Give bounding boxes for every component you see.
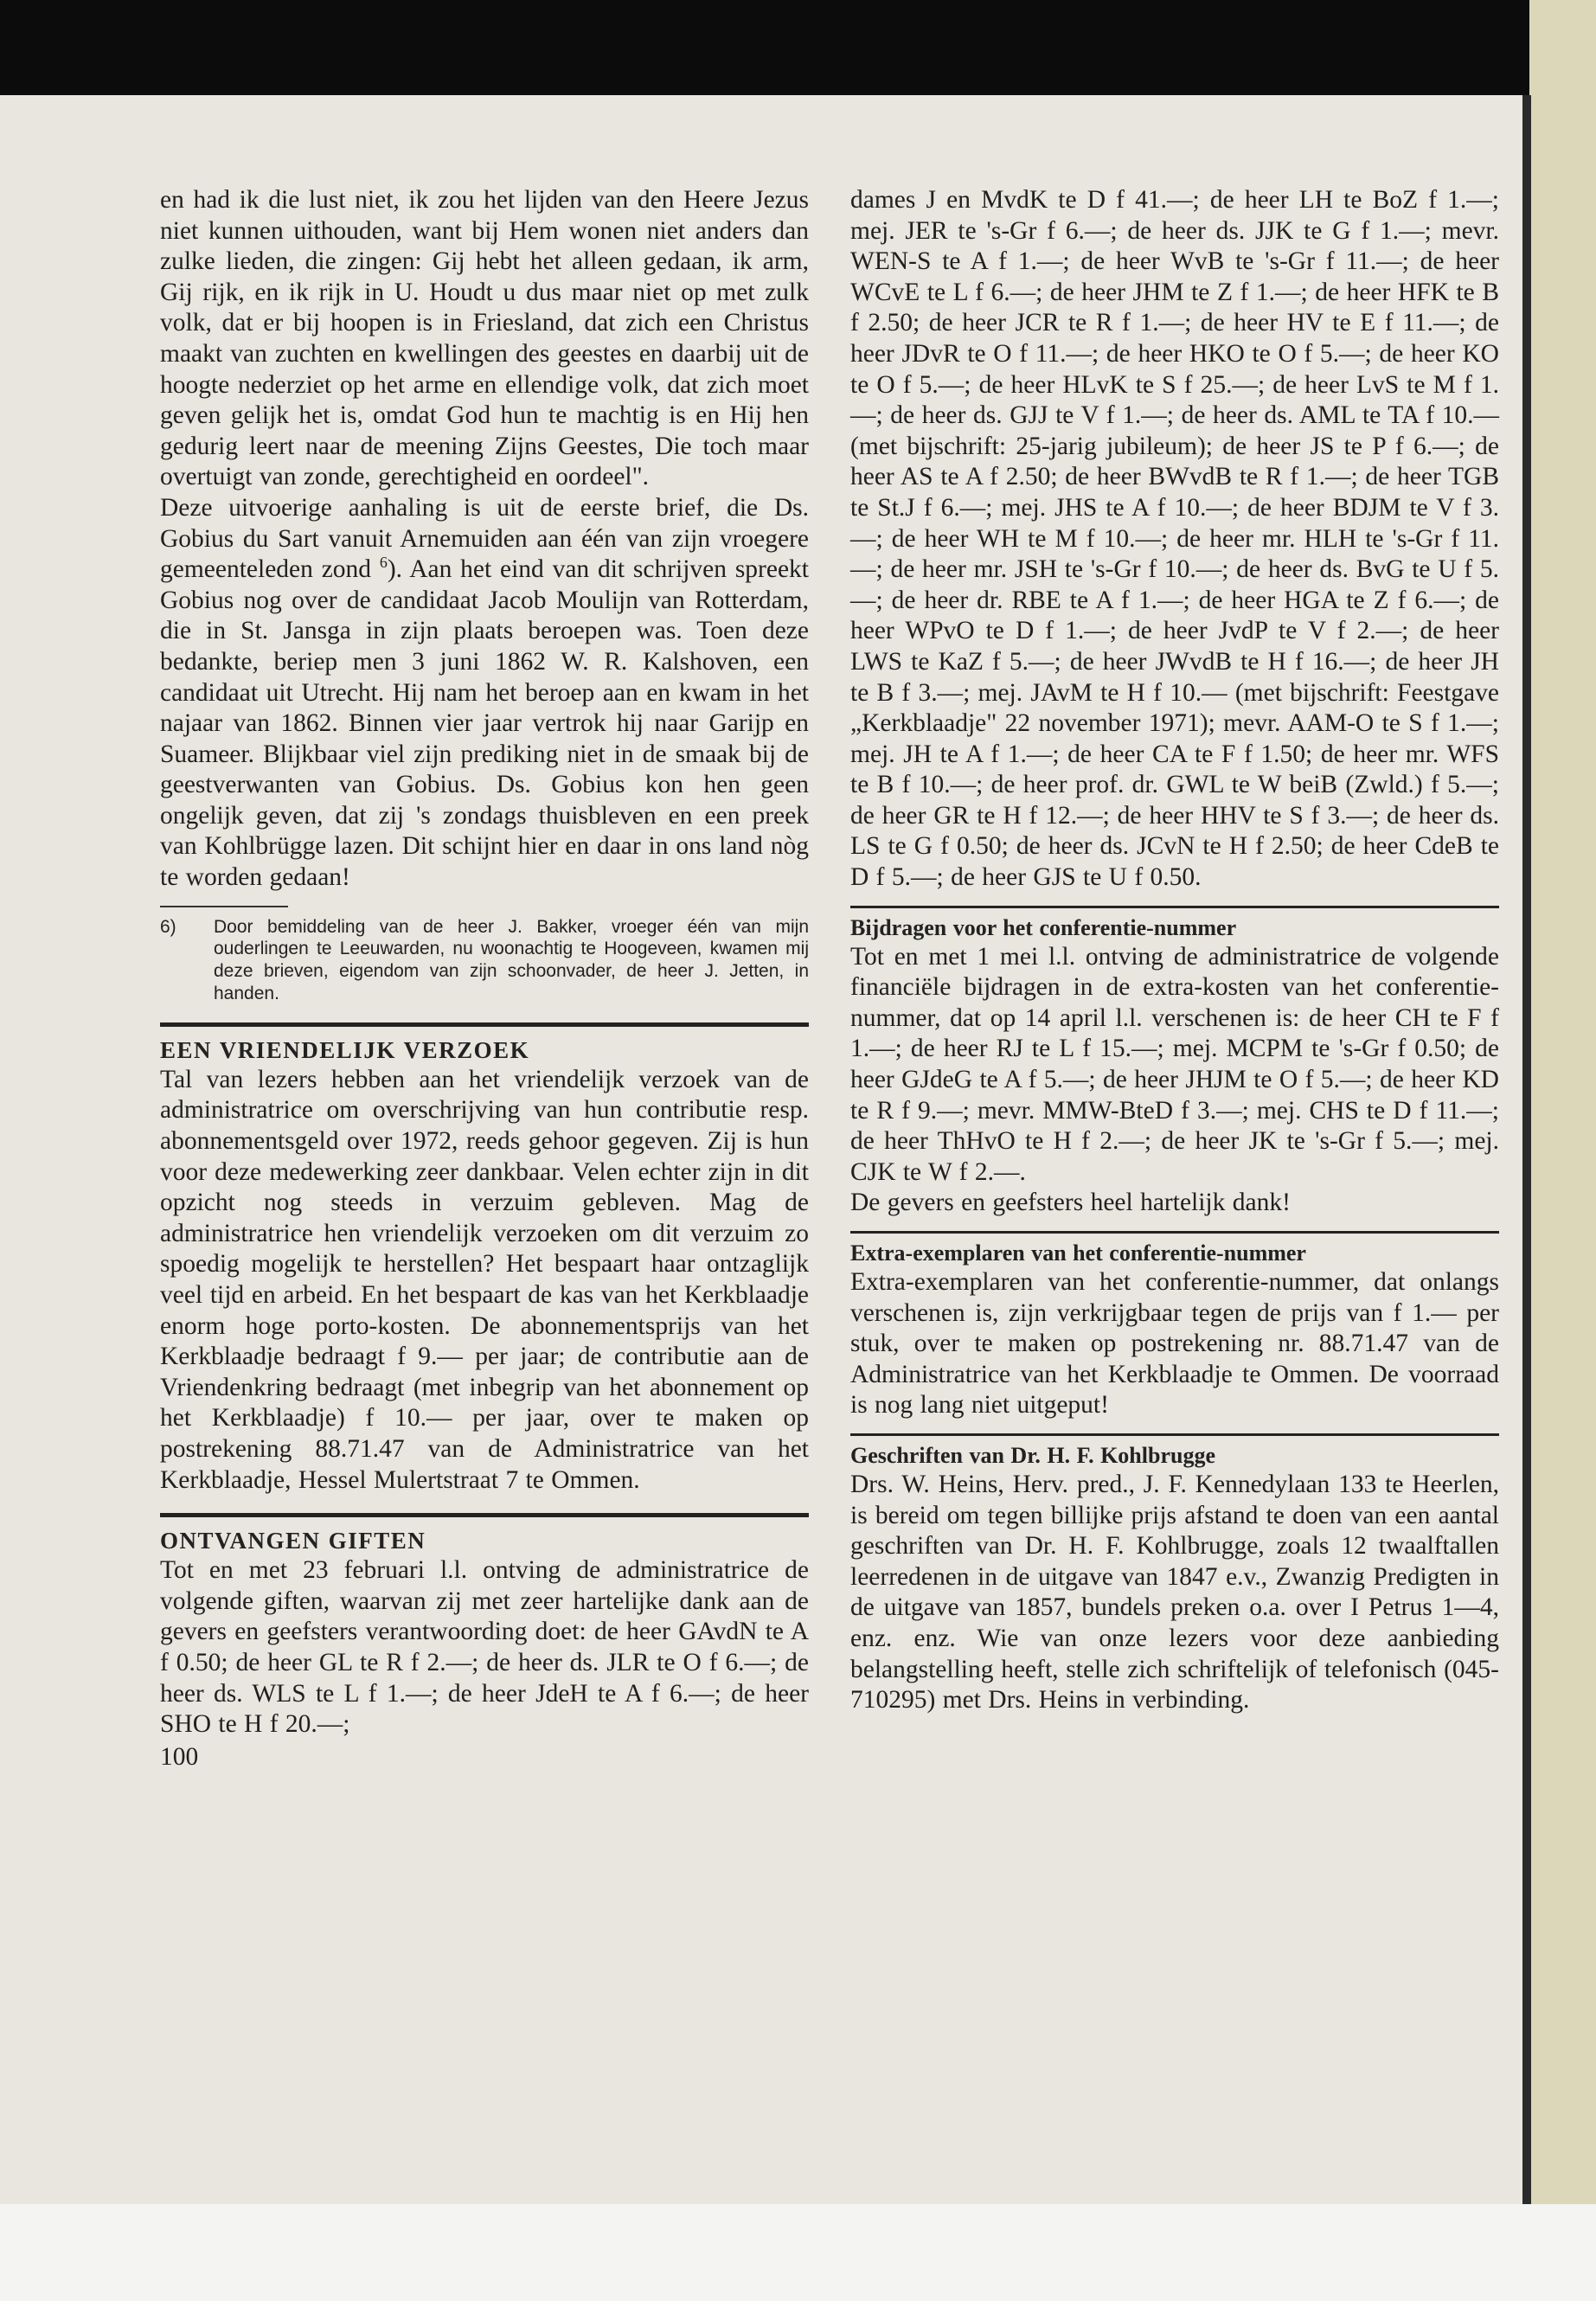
scan-border-right <box>1529 0 1596 2204</box>
section-text-bijdragen: Tot en met 1 mei l.l. ontving de administratrice de volgende financiële bijdragen in de extra-kosten van het conferentie-nummer, dat op 14 april l.l. verschenen is: de heer CH te F f 1.—; de heer RJ te L f 15.—; mej. MCPM te 's-Gr f 0.50; de heer GJdeG te A f 5.—; de heer JHJM te O f 5.—; de heer KD te R f 9.—; mevr. MMW-BteD f 3.—; mej. CHS te D f 11.—; de heer ThHvO te H f 2.—; de heer JK te 's-Gr f 5.—; mej. CJK te W f 2.—. <box>850 942 1499 1186</box>
section-title-geschriften: Geschriften van Dr. H. F. Kohlbrugge <box>850 1442 1215 1468</box>
footnote <box>160 916 809 1005</box>
gobius-text-end: ). Aan het eind van dit schrijven spreekt Gobius nog over de candidaat Jacob Moulijn van Rotterdam, die in St. Jansga in zijn plaats beroepen was. Toen deze bedankte, beriep men 3 juni 1862 W. R. Kalshoven, een candidaat uit Utrecht. Hij nam het beroep aan en kwam in het najaar van 1862. Binnen vier jaar vertrok hij naar Garijp en Suameer. Blijkbaar viel zijn prediking niet in de smaak bij de geestverwanten van Gobius. Ds. Gobius kon hen geen ongelijk geven, dat zij 's zondags thuisbleven en een preek van Kohlbrügge lazen. Dit schijnt hier en daar in ons land nòg te worden gedaan! <box>160 555 810 892</box>
footnote-number: 6) <box>160 916 176 937</box>
intro-paragraph: en had ik die lust niet, ik zou het lijden van den Heere Jezus niet kunnen uithouden, want bij Hem wonen niet anders dan zulke lieden, die zingen: Gij hebt het alleen gedaan, ik arm, Gij rijk, en ik rijk in U. Houdt u dus maar niet op met zulk volk, dat er bij hoopen is in Friesland, dat zich een Christus maakt van zuchten en kwellingen des geestes en daarbij uit de hoogte nederziet op het arme en ellendige volk, dat zich moet geven gelijk het is, omdat God hun te machtig is en Hij hen gedurig leert naar de meening Zijns Geestes, Die toch maar overtuigt van zonde, gerechtigheid en oordeel". <box>160 186 809 491</box>
section-text-verzoek: Tal van lezers hebben aan het vriendelijk verzoek van de administratrice om overschrijving van hun contributie resp. abonnementsgeld over 1972, reeds gehoor gegeven. Zij is hun voor deze medewerking zeer dankbaar. Velen echter zijn in dit opzicht nog steeds in verzuim gebleven. Mag de administratrice hen vriendelijk verzoeken om dit verzuim zo spoedig mogelijk te herstellen? Het bespaart haar ontzaglijk veel tijd en arbeid. En het bespaart de kas van het Kerkblaadje enorm hoge porto-kosten. De abonnementsprijs van het Kerkblaadje bedraagt f 9.— per jaar; de contributie aan de Vriendenkring bedraagt (met inbegrip van het abonnement op het Kerkblaadje) f 10.— per jaar, over te maken op postrekening 88.71.47 van de Administratrice van het Kerkblaadje, Hessel Mulertstraat 7 te Ommen. <box>160 1065 809 1494</box>
magazine-page <box>0 95 1522 2204</box>
page-number: 100 <box>160 1742 199 1771</box>
section-divider <box>850 1433 1499 1436</box>
footnote-divider <box>160 906 288 907</box>
footnote-text: Door bemiddeling van de heer J. Bakker, vroeger één van mijn ouderlingen te Leeuwarden, nu woonachtig te Hoogeveen, kwamen mij deze brieven, eigendom van zijn schoonvader, de heer J. Jetten, in handen. <box>214 916 809 1004</box>
section-closing-bijdragen: De gevers en geefsters heel hartelijk dank! <box>850 1189 1291 1217</box>
section-title-extra-exemplaren: Extra-exemplaren van het conferentie-nummer <box>850 1240 1306 1266</box>
section-title-verzoek: EEN VRIENDELIJK VERZOEK <box>160 1036 530 1063</box>
gobius-paragraph <box>160 493 809 894</box>
gobius-text-start: Deze uitvoerige aanhaling is uit de eerste brief, die Ds. Gobius du Sart vanuit Arnemuiden aan één van zijn vroegere gemeenteleden zond <box>160 493 809 584</box>
section-title-giften: ONTVANGEN GIFTEN <box>160 1528 426 1554</box>
section-text-giften: Tot en met 23 februari l.l. ontving de administratrice de volgende giften, waarvan zij met zeer hartelijke dank aan de gevers en geefsters verantwoording doet: de heer GAvdN te A f 0.50; de heer GL te R f 2.—; de heer ds. JLR te O f 6.—; de heer ds. WLS te L f 1.—; de heer JdeH te A f 6.—; de heer SHO te H f 20.—; <box>160 1556 809 1739</box>
scan-border-top <box>0 0 1596 95</box>
section-text-geschriften: Drs. W. Heins, Herv. pred., J. F. Kennedylaan 133 te Heerlen, is bereid om tegen billijke prijs afstand te doen van een aantal geschriften van Dr. H. F. Kohlbrugge, zoals 12 twaalftallen leerredenen in de uitgave van 1847 e.v., Zwanzig Predigten in de uitgave van 1857, bundels preken o.a. over I Petrus 1—4, enz. enz. Wie van onze lezers voor deze aanbieding belangstelling heeft, stelle zich schriftelijk of telefonisch (045-710295) met Drs. Heins in verbinding. <box>850 1470 1499 1715</box>
footnote-reference: 6 <box>379 554 388 572</box>
section-divider <box>160 1022 809 1027</box>
page-spine-edge <box>1522 95 1531 2204</box>
right-column <box>850 185 1499 1716</box>
section-title-bijdragen: Bijdragen voor het conferentie-nummer <box>850 914 1237 940</box>
left-column <box>160 185 809 1772</box>
section-divider <box>160 1513 809 1517</box>
scan-border-bottom <box>0 2204 1596 2301</box>
section-text-extra-exemplaren: Extra-exemplaren van het conferentie-nummer, dat onlangs verschenen is, zijn verkrijgbaar tegen de prijs van f 1.— per stuk, over te maken op postrekening nr. 88.71.47 van de Administratrice van het Kerkblaadje te Ommen. De voorraad is nog lang niet uitgeput! <box>850 1268 1499 1420</box>
section-divider <box>850 906 1499 908</box>
section-divider <box>850 1231 1499 1234</box>
gifts-continued: dames J en MvdK te D f 41.—; de heer LH te BoZ f 1.—; mej. JER te 's-Gr f 6.—; de heer ds. JJK te G f 1.—; mevr. WEN-S te A f 1.—; de heer WvB te 's-Gr f 11.—; de heer WCvE te L f 6.—; de heer JHM te Z f 1.—; de heer HFK te B f 2.50; de heer JCR te R f 1.—; de heer HV te E f 11.—; de heer JDvR te O f 11.—; de heer HKO te O f 5.—; de heer KO te O f 5.—; de heer HLvK te S f 25.—; de heer LvS te M f 1.—; de heer ds. GJJ te V f 1.—; de heer ds. AML te TA f 10.— (met bijschrift: 25-jarig jubileum); de heer JS te P f 6.—; de heer AS te A f 2.50; de heer BWvdB te R f 1.—; de heer TGB te St.J f 6.—; mej. JHS te A f 10.—; de heer BDJM te V f 3.—; de heer WH te M f 10.—; de heer mr. HLH te 's-Gr f 11.—; de heer mr. JSH te 's-Gr f 10.—; de heer ds. BvG te U f 5.—; de heer dr. RBE te A f 1.—; de heer HGA te Z f 6.—; de heer WPvO te D f 1.—; de heer JvdP te V f 2.—; de heer LWS te KaZ f 5.—; de heer JWvdB te H f 16.—; de heer JH te B f 3.—; mej. JAvM te H f 10.— (met bijschrift: Feestgave „Kerkblaadje" 22 november 1971); mevr. AAM-O te S f 1.—; mej. JH te A f 1.—; de heer CA te F f 1.50; de heer mr. WFS te B f 10.—; de heer prof. dr. GWL te W beiB (Zwld.) f 5.—; de heer GR te H f 12.—; de heer HHV te S f 3.—; de heer ds. LS te G f 0.50; de heer ds. JCvN te H f 2.50; de heer CdeB te D f 5.—; de heer GJS te U f 0.50. <box>850 186 1499 892</box>
